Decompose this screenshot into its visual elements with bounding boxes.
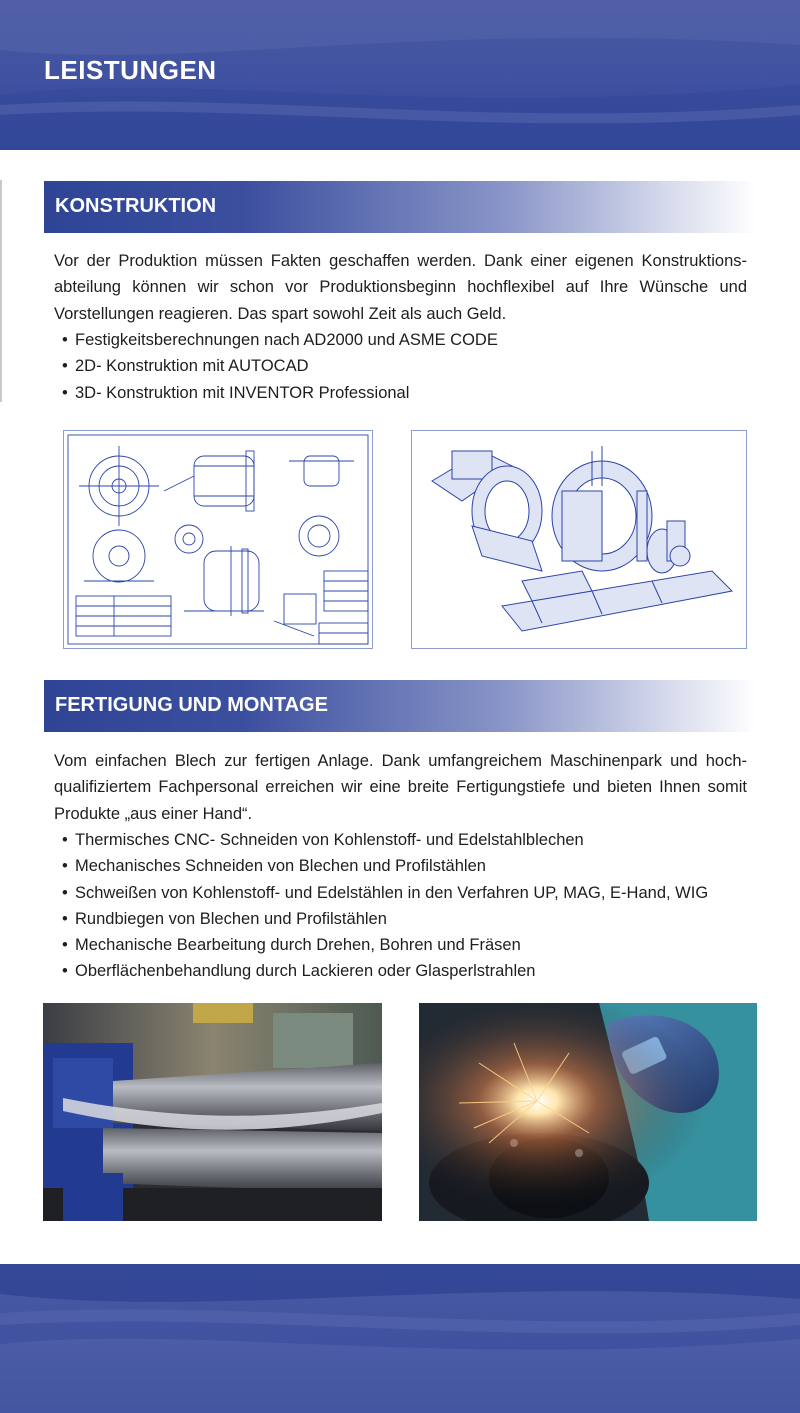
list-item: • Schweißen von Kohlenstoff- und Edelstählen in den Verfahren UP, MAG, E-Hand, WIG [62,880,708,906]
bullet-list-konstruktion [62,327,498,406]
section-header-konstruktion [44,181,756,233]
bullet-icon: • [62,883,68,902]
section-header-fertigung-und-montage [44,680,756,732]
bullet-icon: • [62,383,68,402]
technical-drawing-image [63,430,373,649]
side-divider [0,180,2,402]
list-item: • Oberflächenbehandlung durch Lackieren oder Glasperlstrahlen [62,958,708,984]
3d-cad-model-icon [412,431,746,648]
plate-rolling-photo [43,1003,382,1221]
list-item: • Festigkeitsberechnungen nach AD2000 und ASME CODE [62,327,498,353]
plate-rolling-machine-photo [43,1003,382,1221]
page-title: LEISTUNGEN [44,55,217,85]
bullet-icon: • [62,857,68,876]
header-band [0,0,800,150]
footer-band [0,1264,800,1413]
bullet-icon: • [62,962,68,981]
section-paragraph-fertigung: Vom einfachen Blech zur fertigen Anlage. Dank umfangreichem Maschinenpark und hoch-qualifiziertem Fachpersonal erreichen wir eine breite Fertigungstiefe und bieten Ihnen somit Produkte „aus einer Hand“. [54,752,747,823]
bullet-icon: • [62,936,68,955]
list-item: • Mechanisches Schneiden von Blechen und Profilstählen [62,853,708,879]
list-item: • Rundbiegen von Blechen und Profilstählen [62,906,708,932]
list-item: • 2D- Konstruktion mit AUTOCAD [62,353,498,379]
section-title: FERTIGUNG UND MONTAGE [55,694,328,716]
list-item: • Thermisches CNC- Schneiden von Kohlenstoff- und Edelstahlblechen [62,827,708,853]
bullet-list-fertigung [62,827,708,985]
wave-decoration [0,1264,800,1413]
section-paragraph-konstruktion: Vor der Produktion müssen Fakten geschaffen werden. Dank einer eigenen Konstruktions-abteilung können wir schon vor Produktionsbeginn hochflexibel auf Ihre Wünsche und Vorstellungen reagieren. Das spart sowohl Zeit als auch Geld. [54,252,747,323]
section-title: KONSTRUKTION [55,195,217,217]
bullet-icon: • [62,331,68,349]
welding-photo [419,1003,757,1221]
bullet-icon: • [62,909,68,928]
technical-drawing-icon [64,431,372,648]
bullet-icon: • [62,831,68,849]
bullet-icon: • [62,357,68,376]
welding-photo-frame [419,1003,757,1221]
3d-model-image [411,430,747,649]
list-item: • 3D- Konstruktion mit INVENTOR Professional [62,380,498,406]
list-item: • Mechanische Bearbeitung durch Drehen, Bohren und Fräsen [62,932,708,958]
